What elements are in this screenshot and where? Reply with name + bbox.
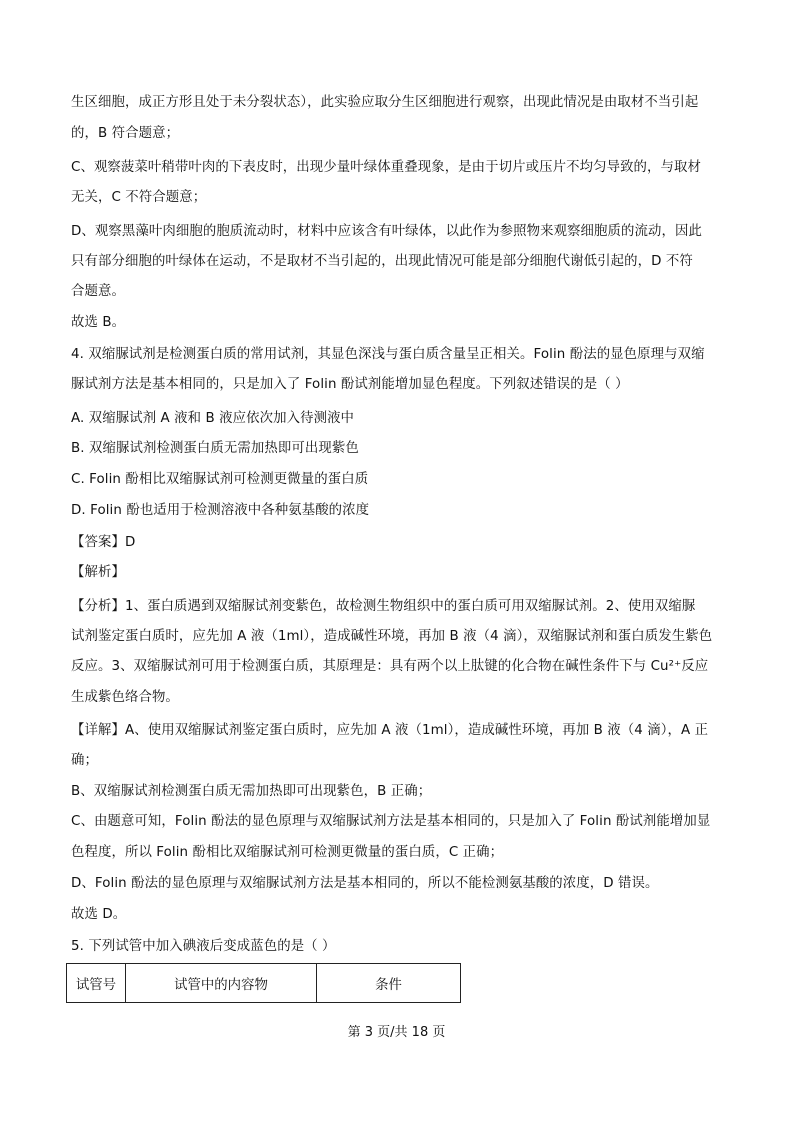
text-line: 脲试剂方法是基本相同的，只是加入了 Folin 酚试剂能增加显色程度。下列叙述错误的是（ ） [71,377,629,392]
text-line: 色程度，所以 Folin 酚相比双缩脲试剂可检测更微量的蛋白质，C 正确； [71,845,504,860]
text-line: B. 双缩脲试剂检测蛋白质无需加热即可出现紫色 [71,441,359,456]
text-line: 故选 D。 [71,907,127,922]
text-line: 试剂鉴定蛋白质时，应先加 A 液（1ml），造成碱性环境，再加 B 液（4 滴），双缩脲试剂和蛋白质发生紫色 [71,629,713,644]
text-line: C、由题意可知，Folin 酚法的显色原理与双缩脲试剂方法是基本相同的，只是加入了 Folin 酚试剂能增加显 [71,814,711,829]
text-line: 只有部分细胞的叶绿体在运动，不是取材不当引起的，出现此情况可能是部分细胞代谢低引起的，D 不符 [71,254,693,269]
text-line: 合题意。 [71,284,125,299]
text-line: 确； [71,753,98,768]
table-header-cell: 试管号 [67,964,126,1003]
table-header-row [67,964,461,1003]
text-line: 生成紫色络合物。 [71,690,179,705]
text-line: B、双缩脲试剂检测蛋白质无需加热即可出现紫色，B 正确； [71,784,432,799]
text-line: 生区细胞，成正方形且处于未分裂状态），此实验应取分生区细胞进行观察，出现此情况是由取材不当引起 [71,95,699,110]
table-header-cell: 试管中的内容物 [126,964,317,1003]
text-line: 反应。3、双缩脲试剂可用于检测蛋白质，其原理是：具有两个以上肽键的化合物在碱性条件下与 Cu²⁺反应 [71,659,709,674]
text-line: 【答案】D [71,535,136,550]
text-line: 5. 下列试管中加入碘液后变成蓝色的是（ ） [71,939,336,954]
text-line: A. 双缩脲试剂 A 液和 B 液应依次加入待测液中 [71,411,355,426]
text-line: C. Folin 酚相比双缩脲试剂可检测更微量的蛋白质 [71,472,369,487]
text-line: 的，B 符合题意； [71,126,180,141]
text-line: 【解析】 [71,565,125,580]
text-line: 4. 双缩脲试剂是检测蛋白质的常用试剂，其显色深浅与蛋白质含量呈正相关。Folin 酚法的显色原理与双缩 [71,347,705,362]
text-line: C、观察菠菜叶稍带叶肉的下表皮时，出现少量叶绿体重叠现象，是由于切片或压片不均匀导致的，与取材 [71,160,702,175]
text-line: D、Folin 酚法的显色原理与双缩脲试剂方法是基本相同的，所以不能检测氨基酸的浓度，D 错误。 [71,876,659,891]
text-line: 故选 B。 [71,315,126,330]
text-line: 【详解】A、使用双缩脲试剂鉴定蛋白质时，应先加 A 液（1ml），造成碱性环境，再加 B 液（4 滴），A 正 [71,723,709,738]
text-line: 无关，C 不符合题意； [71,190,207,205]
page-footer: 第 3 页/共 18 页 [347,1025,446,1040]
text-line: 【分析】1、蛋白质遇到双缩脲试剂变紫色，故检测生物组织中的蛋白质可用双缩脲试剂。2、使用双缩脲 [71,599,696,614]
text-line: D、观察黑藻叶肉细胞的胞质流动时，材料中应该含有叶绿体，以此作为参照物来观察细胞质的流动，因此 [71,224,702,239]
question-5-table [66,963,461,1003]
text-line: D. Folin 酚也适用于检测溶液中各种氨基酸的浓度 [71,503,370,518]
table-header-cell: 条件 [317,964,461,1003]
